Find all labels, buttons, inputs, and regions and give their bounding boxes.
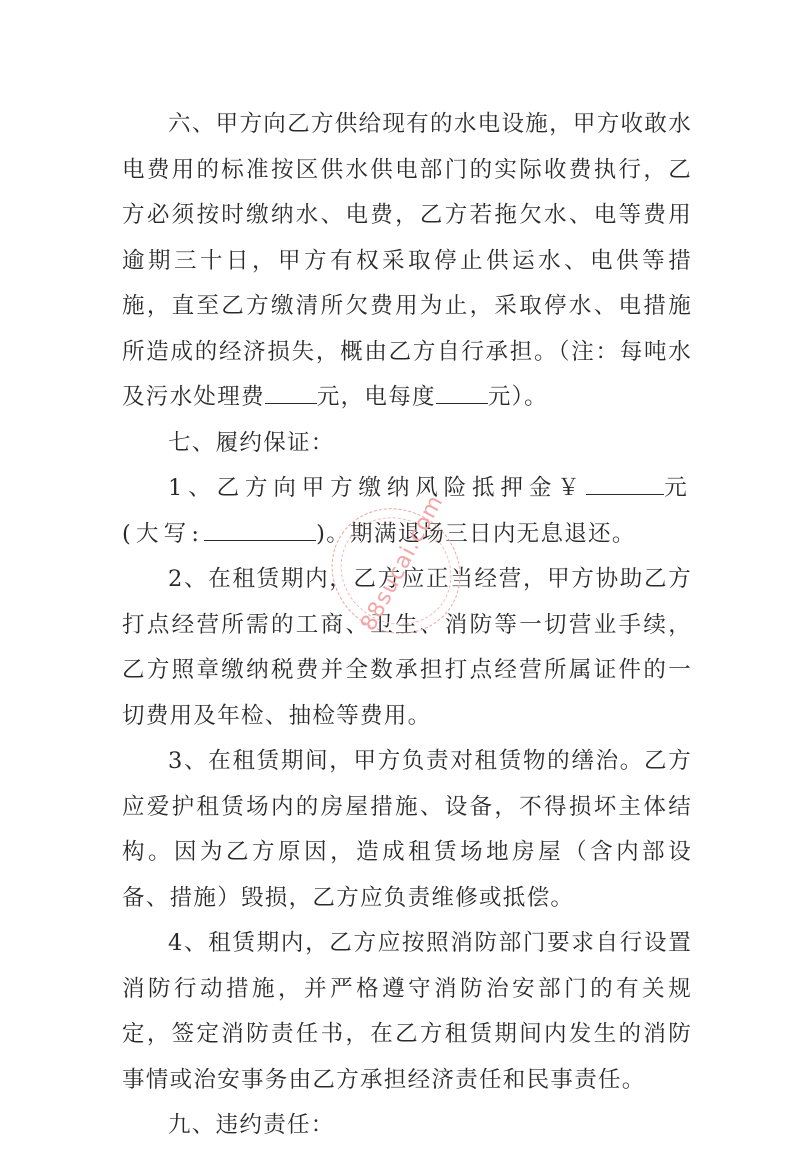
section-7-item-4: 4、租赁期内，乙方应按照消防部门要求自行设置消防行动措施，并严格遵守消防治安部门的有关规定，签定消防责任书，在乙方租赁期间内发生的消防事情或治安事务由乙方承担经济责任和民事责任。 xyxy=(122,930,692,1093)
deposit-capital-blank xyxy=(204,514,316,541)
deposit-text: 1、乙方向甲方缴纳风险抵押金￥ xyxy=(168,475,586,501)
section-6-paragraph xyxy=(122,102,692,421)
section-6-text: 六、甲方向乙方供给现有的水电设施，甲方收敢水电费用的标准按区供水供电部门的实际收费执行，乙方必须按时缴纳水、电费，乙方若拖欠水、电等费用逾期三十日，甲方有权采取停止供运水、电供等措施，直至乙方缴清所欠费用为止，采取停水、电措施所造成的经济损失，概由乙方自行承担。（注：每吨水及污水处理费 xyxy=(122,111,692,410)
section-6-text-mid: 元，电每度 xyxy=(316,384,436,410)
electricity-fee-blank xyxy=(436,377,488,404)
section-7-heading: 七、履约保证： xyxy=(168,429,335,456)
section-6-text-end: 元）。 xyxy=(487,384,548,410)
document-page xyxy=(122,102,692,1149)
water-fee-blank xyxy=(265,377,317,404)
deposit-text-mid: 元(大写: xyxy=(122,475,692,547)
deposit-amount-blank xyxy=(586,468,664,495)
section-9-heading: 九、违约责任： xyxy=(168,1112,335,1138)
deposit-text-end: )。期满退场三日内无息退还。 xyxy=(316,520,636,547)
section-7-item-1 xyxy=(122,466,692,557)
watermark-text: 88sucai.com xyxy=(356,490,449,636)
section-7-item-2: 2、在租赁期内，乙方应正当经营，甲方协助乙方打点经营所需的工商、卫生、消防等一切营业手续，乙方照章缴纳税费并全数承担打点经营所属证件的一切费用及年检、抽检等费用。 xyxy=(122,566,692,729)
section-7-item-3: 3、在租赁期间，甲方负责对租赁物的缮治。乙方应爱护租赁场内的房屋措施、设备，不得损坏主体结构。因为乙方原因，造成租赁场地房屋（含内部设备、措施）毁损，乙方应负责维修或抵偿。 xyxy=(122,748,692,911)
